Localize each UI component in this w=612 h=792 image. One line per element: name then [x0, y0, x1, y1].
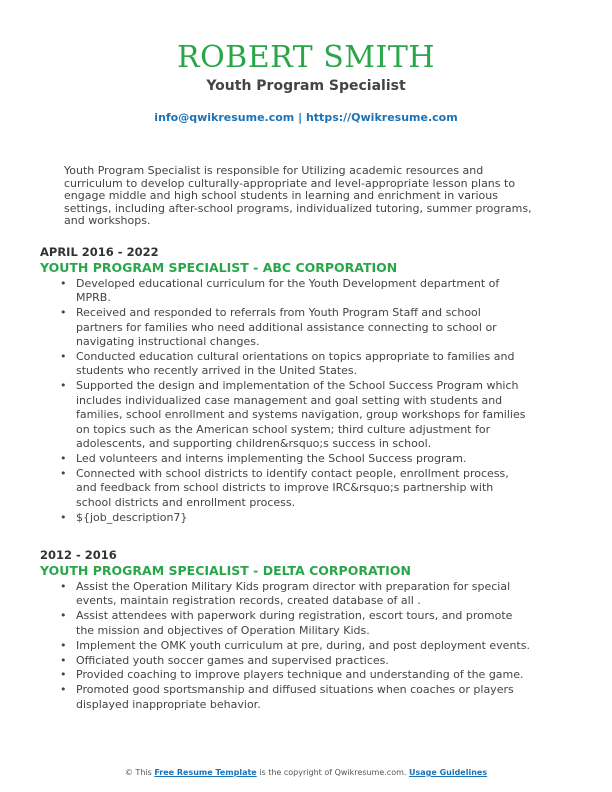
job-bullet: • Connected with school districts to identify contact people, enrollment process, and feedback from school districts to improve IRC&rsquo;s partnership with school districts and enrollment process.: [40, 467, 530, 510]
job-role: YOUTH PROGRAM SPECIALIST - ABC CORPORATION: [40, 260, 398, 275]
job-bullet: • Promoted good sportsmanship and diffused situations when coaches or players displayed inappropriate behavior.: [40, 683, 530, 712]
email-link[interactable]: info@qwikresume.com: [154, 111, 295, 124]
job-entry-2: [40, 548, 530, 713]
job-bullet: • Assist the Operation Military Kids program director with preparation for special events, maintain registration records, created database of all .: [40, 580, 530, 609]
job-bullet: • Received and responded to referrals from Youth Program Staff and school partners for families who need additional assistance connecting to school or navigating instructional changes.: [40, 306, 530, 349]
job-dates: APRIL 2016 - 2022: [40, 245, 159, 259]
free-resume-template-link[interactable]: Free Resume Template: [154, 768, 257, 777]
contact-separator: |: [294, 111, 306, 124]
footer: [0, 768, 612, 778]
job-bullet: • Led volunteers and interns implementing the School Success program.: [40, 452, 530, 466]
job-entry-1: [40, 245, 530, 525]
job-bullet: • Conducted education cultural orientations on topics appropriate to families and students who recently arrived in the United States.: [40, 350, 530, 379]
job-bullet-list: [40, 580, 530, 712]
candidate-title: Youth Program Specialist: [206, 78, 406, 94]
usage-guidelines-link[interactable]: Usage Guidelines: [408, 768, 488, 777]
website-link[interactable]: https://Qwikresume.com: [305, 111, 458, 124]
job-dates: 2012 - 2016: [40, 548, 117, 562]
job-bullet: • Supported the design and implementation of the School Success Program which includes individualized case management and goal setting with students and families, school enrollment and systems navigation, group workshops for families on topics such as the American school system; third culture adjustment for adolescents, and supporting children&rsquo;s success in school.: [40, 379, 530, 451]
job-bullet: • Assist attendees with paperwork during registration, escort tours, and promote the mission and objectives of Operation Military Kids.: [40, 609, 530, 638]
contact-line: [0, 111, 612, 125]
candidate-name: ROBERT SMITH: [176, 40, 436, 75]
job-bullet-list: [40, 277, 530, 525]
job-bullet: • ${job_description7}: [40, 511, 530, 525]
profile-summary: Youth Program Specialist is responsible for Utilizing academic resources and curriculum to develop culturally-appropriate and level-appropriate lesson plans to engage middle and high school students in learning and enrichment in various settings, including after-school programs, individualized tutoring, summer programs, and workshops.: [64, 164, 532, 228]
job-bullet: • Developed educational curriculum for the Youth Development department of MPRB.: [40, 277, 530, 306]
job-bullet: • Provided coaching to improve players technique and understanding of the game.: [40, 668, 530, 682]
job-bullet: • Implement the OMK youth curriculum at pre, during, and post deployment events.: [40, 639, 530, 653]
footer-prefix: © This: [124, 768, 155, 777]
footer-middle: is the copyright of Qwikresume.com.: [256, 768, 409, 777]
job-bullet: • Officiated youth soccer games and supervised practices.: [40, 654, 530, 668]
job-role: YOUTH PROGRAM SPECIALIST - DELTA CORPORATION: [40, 563, 411, 578]
